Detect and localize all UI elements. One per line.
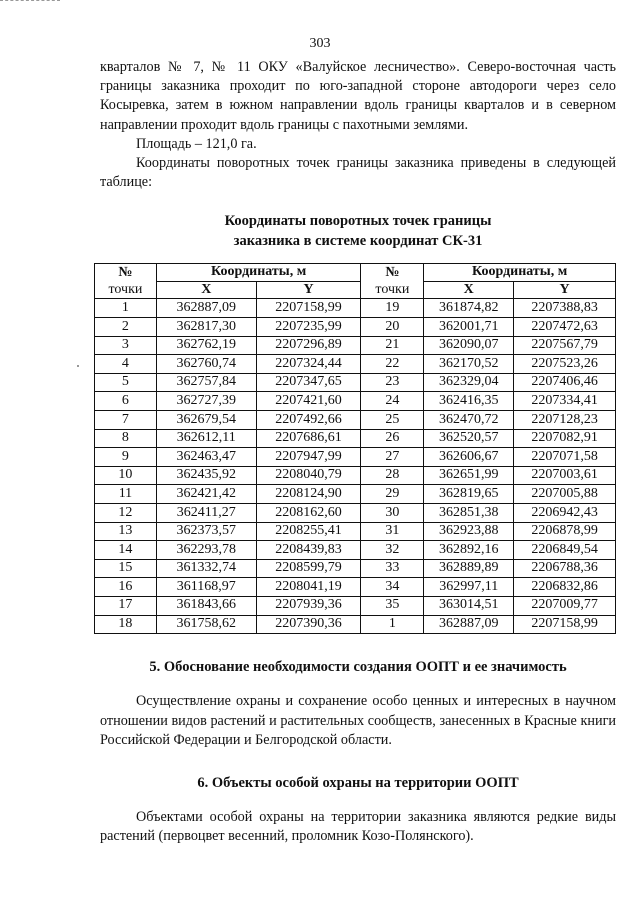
cell-y-left: 2208599,79 xyxy=(256,559,361,578)
cell-point-num-left: 18 xyxy=(95,615,157,634)
cell-y-left: 2207324,44 xyxy=(256,355,361,374)
cell-y-right: 2207406,46 xyxy=(514,373,616,392)
header-coords-left: Координаты, м xyxy=(156,264,361,282)
cell-x-right: 362170,52 xyxy=(424,355,514,374)
cell-point-num-left: 17 xyxy=(95,596,157,615)
table-row xyxy=(95,355,616,374)
page-edge-mark xyxy=(0,0,60,1)
cell-x-right: 362651,99 xyxy=(424,466,514,485)
cell-y-left: 2207939,36 xyxy=(256,596,361,615)
cell-y-right: 2207009,77 xyxy=(514,596,616,615)
table-row xyxy=(95,485,616,504)
cell-x-left: 362887,09 xyxy=(156,299,256,318)
table-row xyxy=(95,429,616,448)
cell-x-left: 362817,30 xyxy=(156,318,256,337)
cell-x-right: 362606,67 xyxy=(424,448,514,467)
cell-x-left: 361168,97 xyxy=(156,578,256,597)
section-5-title: 5. Обоснование необходимости создания ООПТ и ее значимость xyxy=(149,659,567,676)
cell-x-right: 362001,71 xyxy=(424,318,514,337)
cell-x-right: 362520,57 xyxy=(424,429,514,448)
cell-x-left: 362435,92 xyxy=(156,466,256,485)
intro-paragraph: кварталов № 7, № 11 ОКУ «Валуйское лесничество». Северо-восточная часть границы заказника проходит по юго-западной стороне автодороги через село Косыревка, затем в южном направлении вдоль границы кварталов и в северном направлении проходит вдоль границы с пахотными землями. xyxy=(100,59,616,133)
cell-y-right: 2207003,61 xyxy=(514,466,616,485)
table-header-row-2 xyxy=(95,281,616,299)
cell-x-left: 361332,74 xyxy=(156,559,256,578)
cell-x-left: 362760,74 xyxy=(156,355,256,374)
cell-x-left: 362411,27 xyxy=(156,503,256,522)
table-row xyxy=(95,392,616,411)
cell-x-left: 362463,47 xyxy=(156,448,256,467)
cell-x-left: 362762,19 xyxy=(156,336,256,355)
header-x-left: X xyxy=(156,281,256,299)
header-coords-right: Координаты, м xyxy=(424,264,616,282)
table-row xyxy=(95,448,616,467)
cell-y-left: 2208439,83 xyxy=(256,541,361,560)
cell-y-left: 2207686,61 xyxy=(256,429,361,448)
cell-y-left: 2208041,19 xyxy=(256,578,361,597)
cell-point-num-left: 13 xyxy=(95,522,157,541)
header-num-right: № xyxy=(361,264,424,282)
cell-point-num-left: 1 xyxy=(95,299,157,318)
table-header-row-1 xyxy=(95,264,616,282)
cell-y-right: 2207472,63 xyxy=(514,318,616,337)
cell-y-right: 2207005,88 xyxy=(514,485,616,504)
cell-y-left: 2207347,65 xyxy=(256,373,361,392)
cell-x-left: 362612,11 xyxy=(156,429,256,448)
cell-y-left: 2208040,79 xyxy=(256,466,361,485)
cell-x-left: 362757,84 xyxy=(156,373,256,392)
table-row xyxy=(95,522,616,541)
page-number: 303 xyxy=(309,36,331,51)
table-row xyxy=(95,373,616,392)
section-6-title: 6. Объекты особой охраны на территории ООПТ xyxy=(197,774,519,791)
cell-point-num-left: 11 xyxy=(95,485,157,504)
cell-y-left: 2207235,99 xyxy=(256,318,361,337)
table-row xyxy=(95,336,616,355)
cell-x-right: 362090,07 xyxy=(424,336,514,355)
cell-y-right: 2207128,23 xyxy=(514,410,616,429)
table-row xyxy=(95,503,616,522)
coordinates-table xyxy=(94,263,616,634)
table-row xyxy=(95,466,616,485)
table-row xyxy=(95,578,616,597)
cell-y-right: 2207523,26 xyxy=(514,355,616,374)
cell-y-right: 2206942,43 xyxy=(514,503,616,522)
cell-point-num-right: 31 xyxy=(361,522,424,541)
table-title-line-2: заказника в системе координат СК-31 xyxy=(233,233,483,250)
cell-point-num-right: 24 xyxy=(361,392,424,411)
cell-x-left: 362373,57 xyxy=(156,522,256,541)
cell-x-left: 361843,66 xyxy=(156,596,256,615)
cell-point-num-left: 7 xyxy=(95,410,157,429)
area-paragraph: Площадь – 121,0 га. xyxy=(136,135,257,152)
cell-y-left: 2208162,60 xyxy=(256,503,361,522)
cell-point-num-left: 6 xyxy=(95,392,157,411)
cell-x-right: 362329,04 xyxy=(424,373,514,392)
section-6-body: Объектами особой охраны на территории заказника являются редкие виды растений (первоцвет весенний, проломник Козо-Полянского). xyxy=(100,809,616,845)
cell-point-num-right: 20 xyxy=(361,318,424,337)
cell-point-num-right: 32 xyxy=(361,541,424,560)
cell-x-right: 362416,35 xyxy=(424,392,514,411)
cell-x-right: 361874,82 xyxy=(424,299,514,318)
cell-point-num-left: 5 xyxy=(95,373,157,392)
cell-y-left: 2207492,66 xyxy=(256,410,361,429)
cell-y-left: 2208255,41 xyxy=(256,522,361,541)
cell-point-num-right: 26 xyxy=(361,429,424,448)
cell-x-right: 362892,16 xyxy=(424,541,514,560)
table-title-line-1: Координаты поворотных точек границы xyxy=(224,213,492,230)
cell-point-num-right: 23 xyxy=(361,373,424,392)
cell-x-right: 362997,11 xyxy=(424,578,514,597)
table-row xyxy=(95,615,616,634)
cell-y-left: 2207296,89 xyxy=(256,336,361,355)
table-row xyxy=(95,541,616,560)
cell-y-right: 2207158,99 xyxy=(514,615,616,634)
cell-y-right: 2206832,86 xyxy=(514,578,616,597)
cell-y-left: 2207158,99 xyxy=(256,299,361,318)
header-num-left: № xyxy=(95,264,157,282)
header-point-left: точки xyxy=(95,281,157,299)
table-title xyxy=(100,211,616,251)
cell-point-num-right: 1 xyxy=(361,615,424,634)
table-row xyxy=(95,596,616,615)
cell-x-right: 362470,72 xyxy=(424,410,514,429)
cell-y-left: 2208124,90 xyxy=(256,485,361,504)
cell-y-right: 2207388,83 xyxy=(514,299,616,318)
header-point-right: точки xyxy=(361,281,424,299)
cell-x-right: 362889,89 xyxy=(424,559,514,578)
section-5-body: Осуществление охраны и сохранение особо ценных и интересных в научном отношении видов растений и растительных сообществ, занесенных в Красные книги Российской Федерации и Белгородской области. xyxy=(100,693,616,748)
cell-point-num-left: 9 xyxy=(95,448,157,467)
table-row xyxy=(95,410,616,429)
cell-x-right: 362923,88 xyxy=(424,522,514,541)
coords-intro-paragraph: Координаты поворотных точек границы заказника приведены в следующей таблице: xyxy=(100,155,616,191)
cell-x-left: 362421,42 xyxy=(156,485,256,504)
cell-point-num-left: 12 xyxy=(95,503,157,522)
cell-point-num-right: 19 xyxy=(361,299,424,318)
cell-point-num-left: 3 xyxy=(95,336,157,355)
scan-speck xyxy=(77,365,79,367)
cell-y-right: 2207334,41 xyxy=(514,392,616,411)
cell-point-num-left: 10 xyxy=(95,466,157,485)
cell-point-num-left: 4 xyxy=(95,355,157,374)
cell-y-right: 2207082,91 xyxy=(514,429,616,448)
cell-y-right: 2207071,58 xyxy=(514,448,616,467)
cell-point-num-right: 25 xyxy=(361,410,424,429)
cell-point-num-left: 14 xyxy=(95,541,157,560)
cell-y-left: 2207390,36 xyxy=(256,615,361,634)
cell-y-right: 2206849,54 xyxy=(514,541,616,560)
cell-x-right: 362851,38 xyxy=(424,503,514,522)
cell-point-num-right: 33 xyxy=(361,559,424,578)
cell-x-right: 363014,51 xyxy=(424,596,514,615)
cell-point-num-left: 16 xyxy=(95,578,157,597)
cell-x-left: 361758,62 xyxy=(156,615,256,634)
cell-point-num-right: 29 xyxy=(361,485,424,504)
cell-x-right: 362887,09 xyxy=(424,615,514,634)
cell-point-num-left: 8 xyxy=(95,429,157,448)
cell-point-num-right: 27 xyxy=(361,448,424,467)
header-x-right: X xyxy=(424,281,514,299)
table-row xyxy=(95,318,616,337)
table-row xyxy=(95,299,616,318)
cell-point-num-right: 22 xyxy=(361,355,424,374)
cell-y-right: 2206878,99 xyxy=(514,522,616,541)
cell-point-num-right: 21 xyxy=(361,336,424,355)
cell-point-num-right: 34 xyxy=(361,578,424,597)
cell-y-right: 2207567,79 xyxy=(514,336,616,355)
cell-x-right: 362819,65 xyxy=(424,485,514,504)
cell-y-left: 2207947,99 xyxy=(256,448,361,467)
table-body xyxy=(95,299,616,634)
cell-point-num-right: 30 xyxy=(361,503,424,522)
cell-x-left: 362293,78 xyxy=(156,541,256,560)
cell-y-right: 2206788,36 xyxy=(514,559,616,578)
header-y-right: Y xyxy=(514,281,616,299)
cell-point-num-left: 2 xyxy=(95,318,157,337)
table-row xyxy=(95,559,616,578)
header-y-left: Y xyxy=(256,281,361,299)
cell-point-num-left: 15 xyxy=(95,559,157,578)
cell-y-left: 2207421,60 xyxy=(256,392,361,411)
document-body xyxy=(100,58,616,847)
cell-x-left: 362727,39 xyxy=(156,392,256,411)
cell-x-left: 362679,54 xyxy=(156,410,256,429)
cell-point-num-right: 28 xyxy=(361,466,424,485)
cell-point-num-right: 35 xyxy=(361,596,424,615)
